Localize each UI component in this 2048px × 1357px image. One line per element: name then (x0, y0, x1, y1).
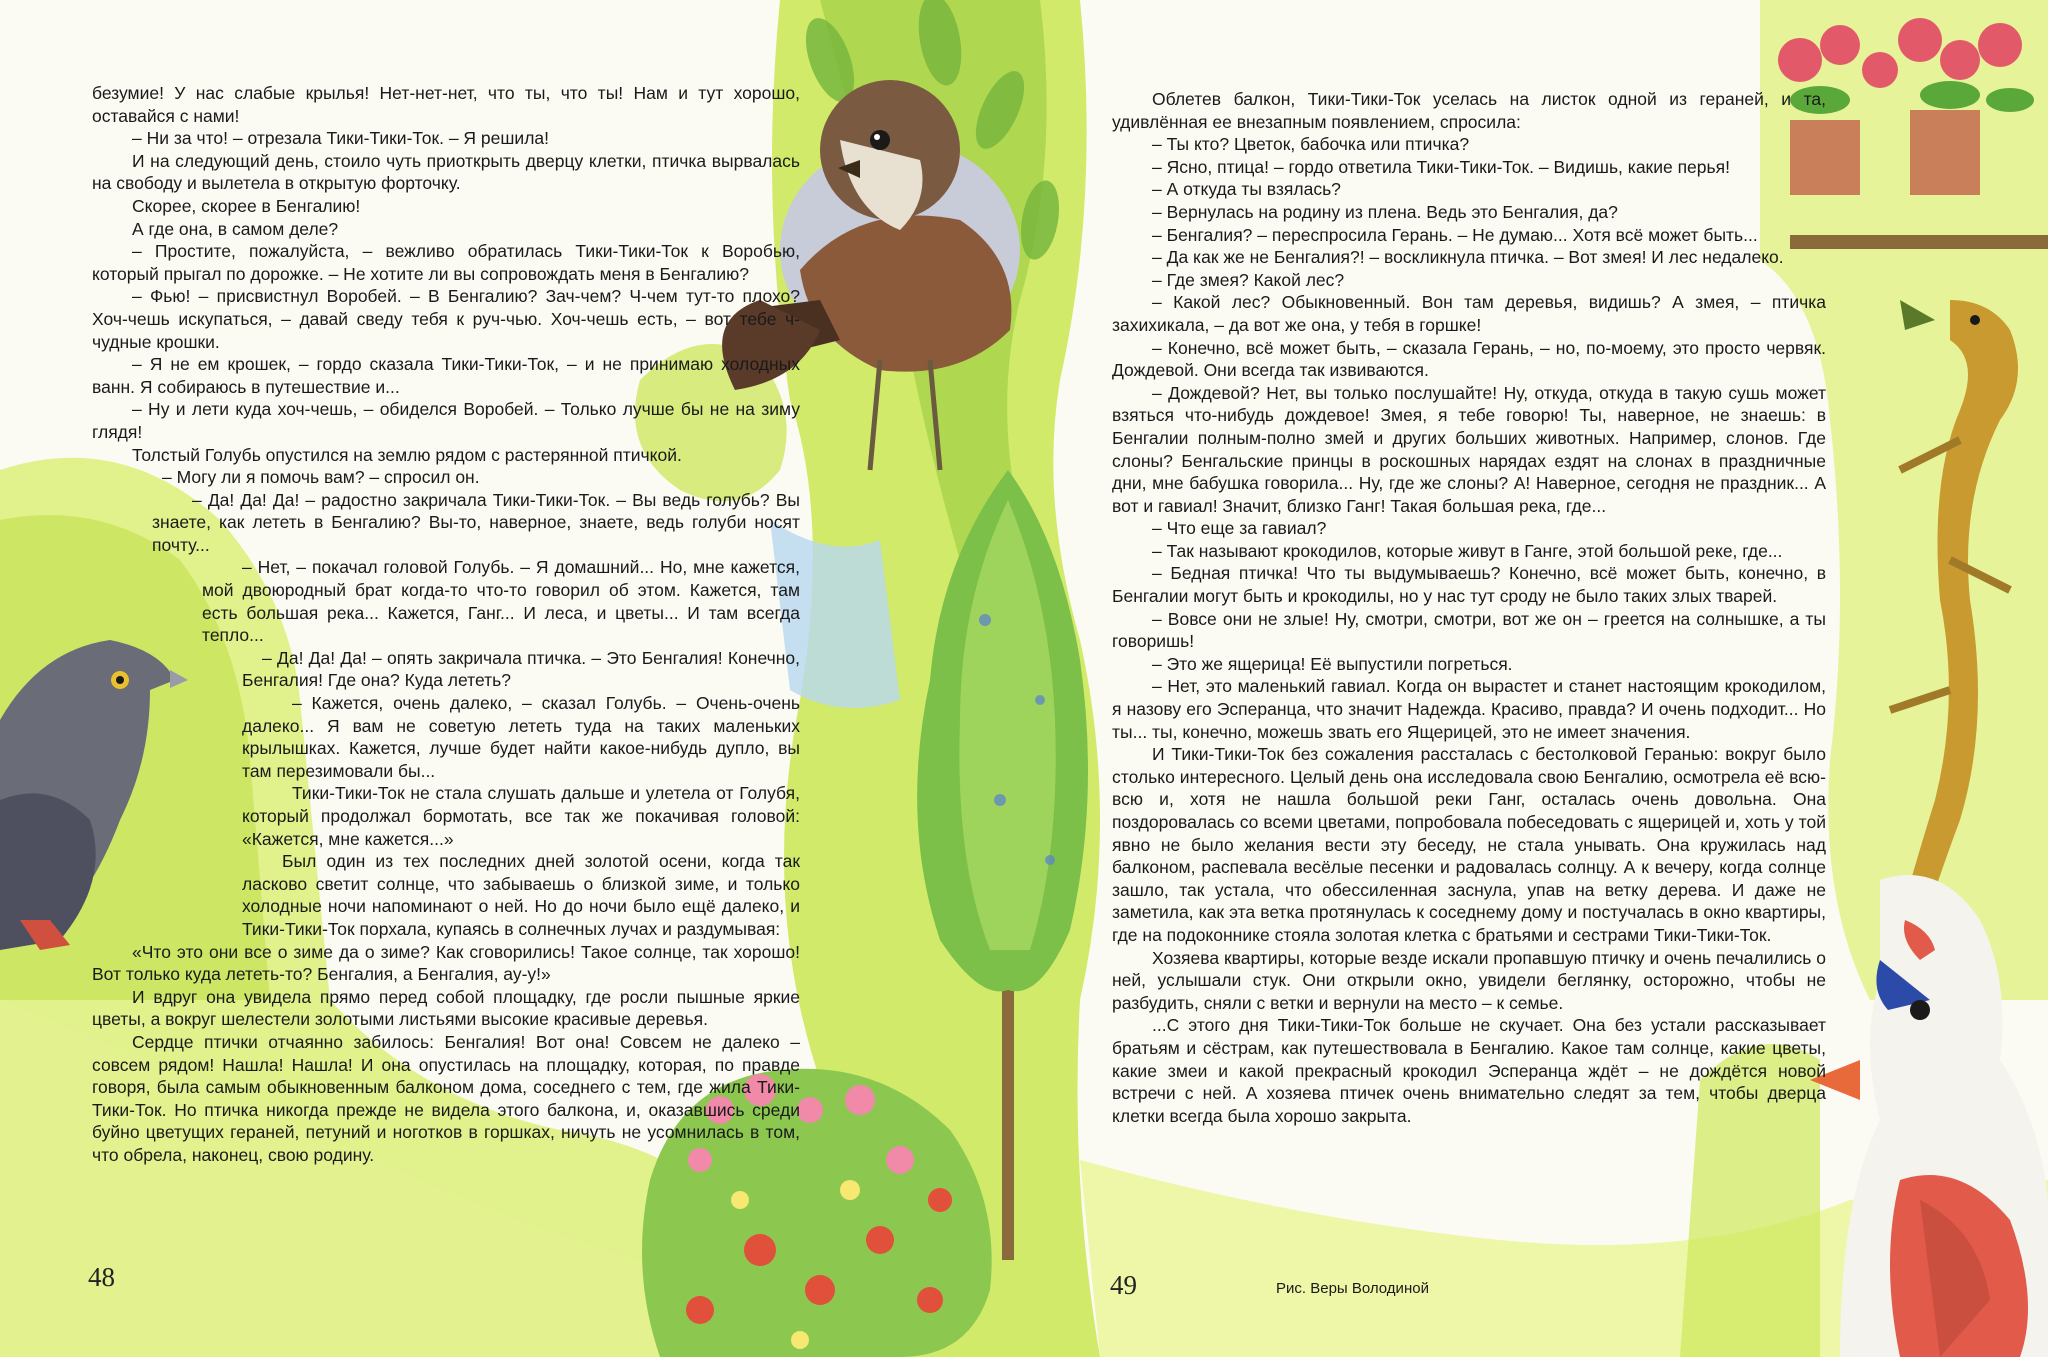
paragraph: Сердце птички отчаянно забилось: Бенгалия! Вот она! Совсем не далеко – совсем рядом! Нашла! Нашла! И она опустилась на площадку, которая, по правде говоря, была самым обыкновенным балконом дома, соседнего с тем, где жила Тики-Тики-Ток. Но птичка никогда прежде не видела этого балкона, и, оказавшись среди буйно цветущих гераней, петуний и ноготков в горшках, ничуть не усомнилась в том, что обрела, наконец, свою родину. (92, 1031, 800, 1165)
paragraph: – Нет, – покачал головой Голубь. – Я домашний... Но, мне кажется, мой двоюродный брат когда-то что-то говорил об этом. Кажется, там есть большая река... Кажется, Ганг... И леса, и цветы... И там всегда тепло... (202, 557, 800, 646)
paragraph: – Да! Да! Да! – радостно закричала Тики-Тики-Ток. – Вы ведь голубь? Вы знаете, как лететь в Бенгалию? Вы-то, наверное, знаете, ведь голуби носят почту... (152, 489, 800, 555)
paragraph: – Так называют крокодилов, которые живут в Ганге, этой большой реке, где... (1152, 540, 1783, 561)
paragraph: – Ясно, птица! – гордо ответила Тики-Тики-Ток. – Видишь, какие перья! (1152, 156, 1730, 177)
paragraph: – Да! Да! Да! – опять закричала птичка. – Это Бенгалия! Конечно, Бенгалия! Где она? Куда лететь? (242, 647, 800, 691)
page-number-left: 48 (88, 1262, 115, 1292)
paragraph: – Могу ли я помочь вам? – спросил он. (162, 467, 480, 488)
page-number-right: 49 (1110, 1270, 1137, 1300)
paragraph: Тики-Тики-Ток не стала слушать дальше и улетела от Голубя, который продолжал бормотать, все так же покачивая головой: «Кажется, мне кажется...» (242, 783, 800, 849)
paragraph: И Тики-Тики-Ток без сожаления рассталась с бестолковой Геранью: вокруг было столько интересного. Целый день она исследовала свою Бенгалию, осмотрела её всю-всю и, хотя не нашла большой реки Ганг, осталась очень довольна. Она поздоровалась со всеми цветами, попробовала побеседовать с ящерицей и, хоть у той явно не было желания вести эту беседу, не стала унывать. Она кружилась над балконом, распевала весёлые песенки и радовалась солнцу. А к вечеру, когда солнце зашло, так устала, что обессиленная заснула, упав на ветку дерева. И даже не заметила, как эта ветка протянулась к соседнему дому и постучалась в окно квартиры, где на подоконнике стояла золотая клетка с братьями и сестрами Тики-Тики-Ток. (1112, 744, 1826, 945)
paragraph: – Нет, это маленький гавиал. Когда он вырастет и станет настоящим крокодилом, я назову его Эсперанца, что значит Надежда. Красиво, правда? И очень подходит... Но ты... ты, конечно, можешь звать его Ящерицей, это не имеет значения. (1112, 676, 1826, 742)
paragraph: – Я не ем крошек, – гордо сказала Тики-Тики-Ток, – и не принимаю холодных ванн. Я собираюсь в путешествие и... (92, 354, 800, 397)
paragraph: безумие! У нас слабые крылья! Нет-нет-нет, что ты, что ты! Нам и тут хорошо, оставайся с нами! (92, 83, 800, 126)
paragraph: А где она, в самом деле? (132, 218, 339, 239)
paragraph: – Что еще за гавиал? (1152, 518, 1327, 539)
illustration-credit: Рис. Веры Володиной (1276, 1280, 1429, 1297)
paragraph: – Фью! – присвистнул Воробей. – В Бенгалию? Зач-чем? Ч-чем тут-то плохо? Хоч-чешь искупаться, – давай сведу тебя к руч-чью. Хоч-чешь есть, – вот тебе ч-чудные крошки. (92, 286, 800, 352)
paragraph: – Дождевой? Нет, вы только послушайте! Ну, откуда, откуда в такую сушь может взяться что-нибудь дождевое! Змея, я тебе говорю! Ты, наверное, не знаешь: в Бенгалии полным-полно змей и других больших животных. Например, слонов. Где слоны? Бенгальские принцы в роскошных нарядах ездят на слонах в праздничные дни, мне бабушка говорила... Ну, где же слоны? А! Наверное, сегодня не праздник... А вот и гавиал! Значит, близко Ганг! Такая большая река, где... (1112, 382, 1826, 516)
paragraph: Толстый Голубь опустился на землю рядом с растерянной птичкой. (132, 444, 682, 465)
paragraph: – Вернулась на родину из плена. Ведь это Бенгалия, да? (1152, 201, 1618, 222)
paragraph: – Кажется, очень далеко, – сказал Голубь. – Очень-очень далеко... Я вам не советую лететь туда на таких маленьких крылышках. Кажется, лучше будет найти какое-нибудь дупло, вы там перезимовали бы... (242, 693, 800, 781)
paragraph: И на следующий день, стоило чуть приоткрыть дверцу клетки, птичка вырвалась на свободу и вылетела в открытую форточку. (92, 150, 800, 194)
paragraph: – Бенгалия? – переспросила Герань. – Не думаю... Хотя всё может быть... (1152, 224, 1758, 245)
paragraph: – Да как же не Бенгалия?! – воскликнула птичка. – Вот змея! И лес недалеко. (1152, 247, 1784, 268)
paragraph: Скорее, скорее в Бенгалию! (132, 195, 361, 216)
paragraph: – Это же ящерица! Её выпустили погреться. (1152, 653, 1513, 674)
paragraph: – Конечно, всё может быть, – сказала Герань, – но, по-моему, это просто червяк. Дождевой. Они всегда так извиваются. (1112, 337, 1826, 381)
paragraph: – Простите, пожалуйста, – вежливо обратилась Тики-Тики-Ток к Воробью, который прыгал по дорожке. – Не хотите ли вы сопровождать меня в Бенгалию? (92, 241, 800, 284)
paragraph: – Вовсе они не злые! Ну, смотри, смотри, вот же он – греется на солнышке, а ты говоришь! (1112, 608, 1826, 652)
right-page-text (1112, 88, 1826, 1127)
paragraph: – Какой лес? Обыкновенный. Вон там деревья, видишь? А змея, – птичка захихикала, – да вот же она, у тебя в горшке! (1112, 292, 1826, 335)
paragraph: Был один из тех последних дней золотой осени, когда так ласково светит солнце, что забываешь о близкой зиме, и только холодные ночи напоминают о ней. Но до ночи было ещё далеко, и Тики-Тики-Ток порхала, купаясь в солнечных лучах и раздумывая: (242, 851, 800, 939)
paragraph: – Ты кто? Цветок, бабочка или птичка? (1152, 134, 1470, 155)
paragraph: ...С этого дня Тики-Тики-Ток больше не скучает. Она без устали рассказывает братьям и сёстрам, как путешествовала в Бенгалию. Какое там солнце, какие цветы, какие змеи и какой прекрасный крокодил Эсперанца ждёт – не дождётся новой встречи с ней. А хозяева птичек очень внимательно следят за тем, чтобы дверца клетки всегда была хорошо закрыта. (1112, 1015, 1826, 1126)
paragraph: И вдруг она увидела прямо перед собой площадку, где росли пышные яркие цветы, а вокруг шелестели золотыми листьями высокие красивые деревья. (92, 986, 800, 1030)
paragraph: – Ну и лети куда хоч-чешь, – обиделся Воробей. – Только лучше бы не на зиму глядя! (92, 399, 800, 442)
left-page-text (92, 82, 800, 1167)
paragraph: – А откуда ты взялась? (1152, 179, 1341, 200)
paragraph: – Где змея? Какой лес? (1152, 269, 1345, 290)
paragraph: Облетев балкон, Тики-Тики-Ток уселась на листок одной из гераней, и та, удивлённая ее внезапным появлением, спросила: (1112, 89, 1826, 132)
paragraph: «Что это они все о зиме да о зиме? Как сговорились! Такое солнце, так хорошо! Вот только куда лететь-то? Бенгалия, а Бенгалия, ау-у!» (92, 941, 800, 985)
paragraph: – Бедная птичка! Что ты выдумываешь? Конечно, всё может быть, конечно, в Бенгалии могут быть и крокодилы, но у нас тут сроду не было таких злых тварей. (1112, 563, 1826, 607)
paragraph: – Ни за что! – отрезала Тики-Тики-Ток. – Я решила! (132, 128, 550, 149)
paragraph: Хозяева квартиры, которые везде искали пропавшую птичку и очень печалились о ней, услышали стук. Они открыли окно, увидели беглянку, осторожно, чтобы не разбудить, сняли с ветки и вернули на место – к семье. (1112, 947, 1826, 1013)
